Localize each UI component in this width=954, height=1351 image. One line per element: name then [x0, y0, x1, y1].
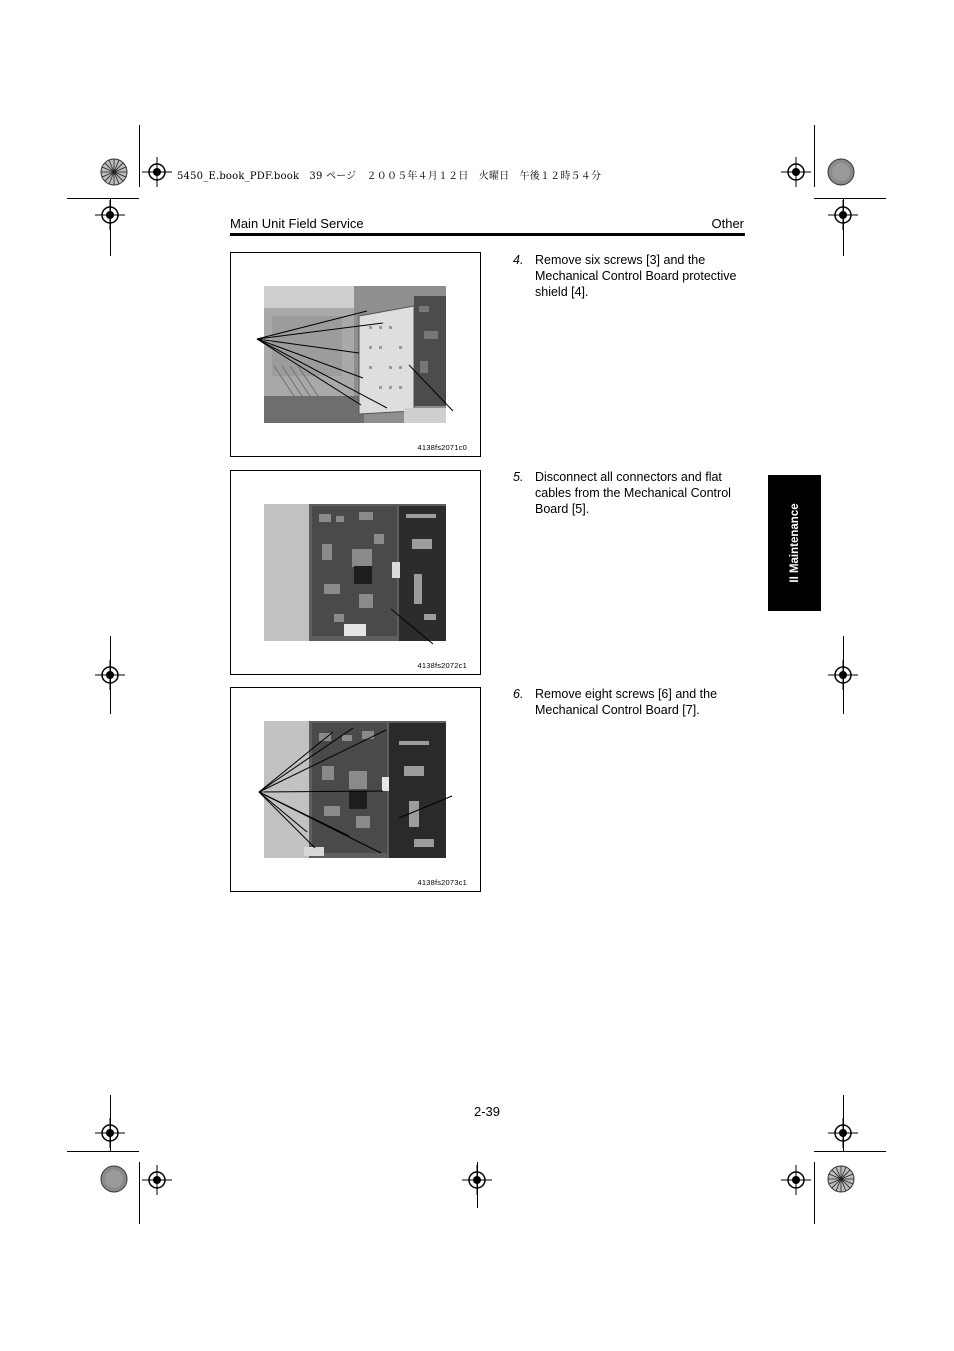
page-number: 2-39 [474, 1104, 501, 1119]
step-number: 4. [513, 253, 524, 267]
crop-line [814, 1162, 815, 1224]
step-number: 6. [513, 687, 524, 701]
step-number: 5. [513, 470, 524, 484]
registration-mark-icon [95, 200, 125, 230]
step-text: Remove eight screws [6] and the Mechanical Control Board [7]. [535, 687, 718, 717]
print-info-line: 5450_E.book_PDF.book 39 ページ ２００５年４月１２日 火曜日 午後１２時５４分 [177, 171, 602, 182]
figure-2 [230, 470, 481, 675]
chapter-side-tab-label: II Maintenance [788, 503, 801, 583]
header-section-title: Main Unit Field Service [230, 216, 364, 231]
figure-3-callout-lines [231, 688, 480, 891]
crop-line [67, 198, 139, 199]
figure-code: 4138fs2071c0 [417, 443, 467, 452]
figure-code: 4138fs2072c1 [417, 661, 467, 670]
registration-mark-icon [781, 1165, 811, 1195]
grey-target-icon [827, 158, 855, 186]
header-chapter-title: Other [711, 216, 744, 231]
step-text: Remove six screws [3] and the Mechanical Control Board protective shield [4]. [535, 253, 737, 299]
crop-line [814, 125, 815, 187]
crop-line [139, 1162, 140, 1224]
step-text: Disconnect all connectors and flat cables from the Mechanical Control Board [5]. [535, 470, 731, 516]
registration-mark-icon [142, 157, 172, 187]
star-target-icon [827, 1165, 855, 1193]
registration-mark-icon [781, 157, 811, 187]
registration-mark-icon [142, 1165, 172, 1195]
crop-line [814, 1151, 886, 1152]
registration-mark-icon [95, 660, 125, 690]
header-rule [230, 233, 745, 236]
crop-line [139, 125, 140, 187]
star-target-icon [100, 158, 128, 186]
registration-mark-icon [95, 1118, 125, 1148]
chapter-side-tab [768, 475, 821, 611]
figure-code: 4138fs2073c1 [417, 878, 467, 887]
figure-3 [230, 687, 481, 892]
registration-mark-icon [828, 1118, 858, 1148]
crop-line [814, 198, 886, 199]
crop-line [67, 1151, 139, 1152]
figure-2-callout-lines [231, 471, 480, 674]
grey-target-icon [100, 1165, 128, 1193]
figure-1 [230, 252, 481, 457]
registration-mark-icon [828, 660, 858, 690]
registration-mark-icon [462, 1165, 492, 1195]
registration-mark-icon [828, 200, 858, 230]
figure-1-callout-lines [231, 253, 480, 456]
